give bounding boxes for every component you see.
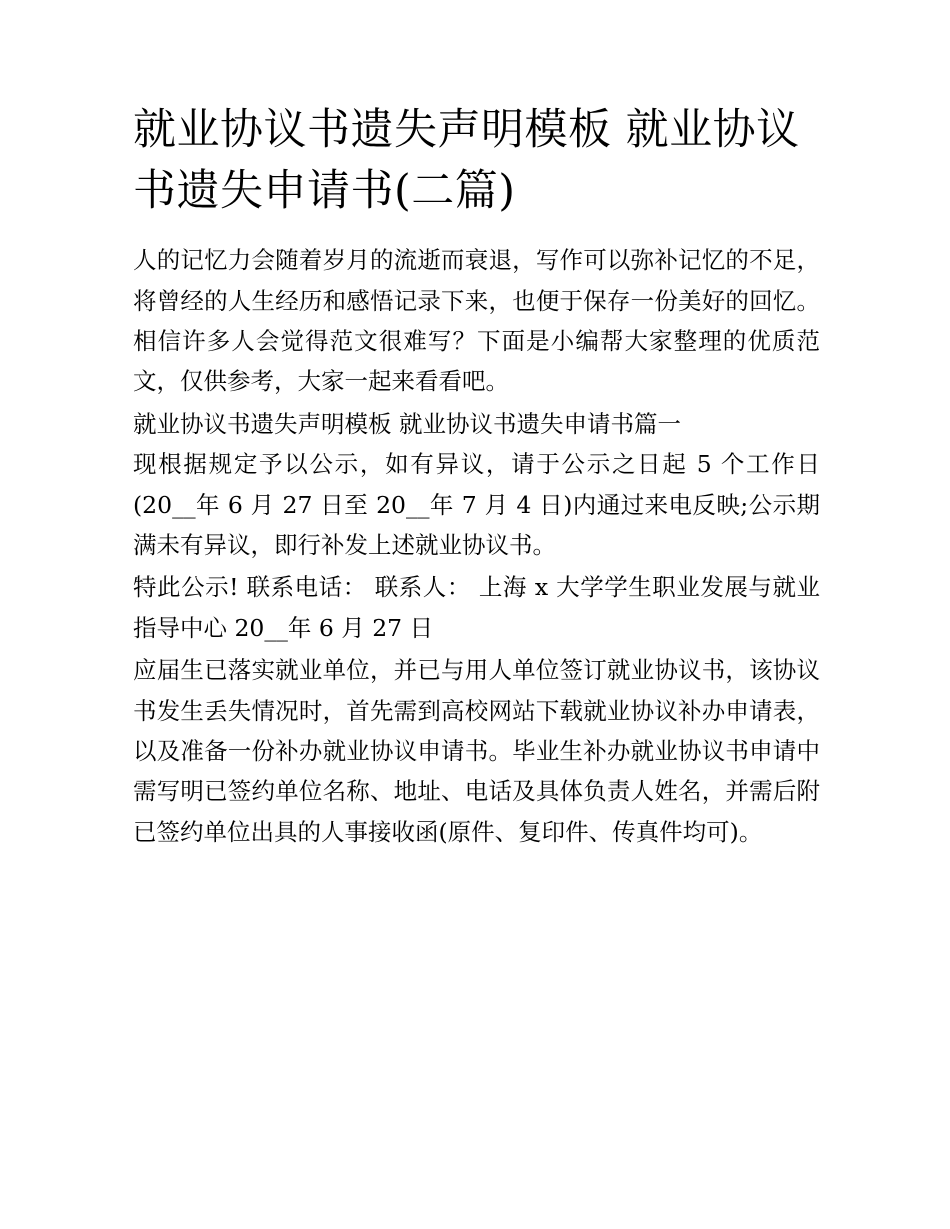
paragraph-notice: 现根据规定予以公示，如有异议，请于公示之日起 5 个工作日(20__年 6 月 27 日至 20__年 7 月 4 日)内通过来电反映;公示期满未有异议，即行补发上述就业协议书。 (133, 450, 820, 559)
paragraph-section-heading: 就业协议书遗失声明模板 就业协议书遗失申请书篇一 (133, 409, 681, 438)
paragraph-procedure: 应届生已落实就业单位，并已与用人单位签订就业协议书，该协议书发生丢失情况时，首先需到高校网站下载就业协议补办申请表，以及准备一份补办就业协议申请书。毕业生补办就业协议书申请中需写明已签约单位名称、地址、电话及具体负责人姓名，并需后附已签约单位出具的人事接收函(原件、复印件、传真件均可)。 (133, 656, 820, 846)
page-title: 就业协议书遗失声明模板 就业协议书遗失申请书(二篇) (133, 105, 800, 217)
paragraph-contact: 特此公示! 联系电话： 联系人： 上海 x 大学学生职业发展与就业指导中心 20__年 6 月 27 日 (133, 573, 820, 642)
paragraph-intro: 人的记忆力会随着岁月的流逝而衰退，写作可以弥补记忆的不足，将曾经的人生经历和感悟记录下来，也便于保存一份美好的回忆。相信许多人会觉得范文很难写？下面是小编帮大家整理的优质范文，仅供参考，大家一起来看看吧。 (133, 246, 820, 396)
